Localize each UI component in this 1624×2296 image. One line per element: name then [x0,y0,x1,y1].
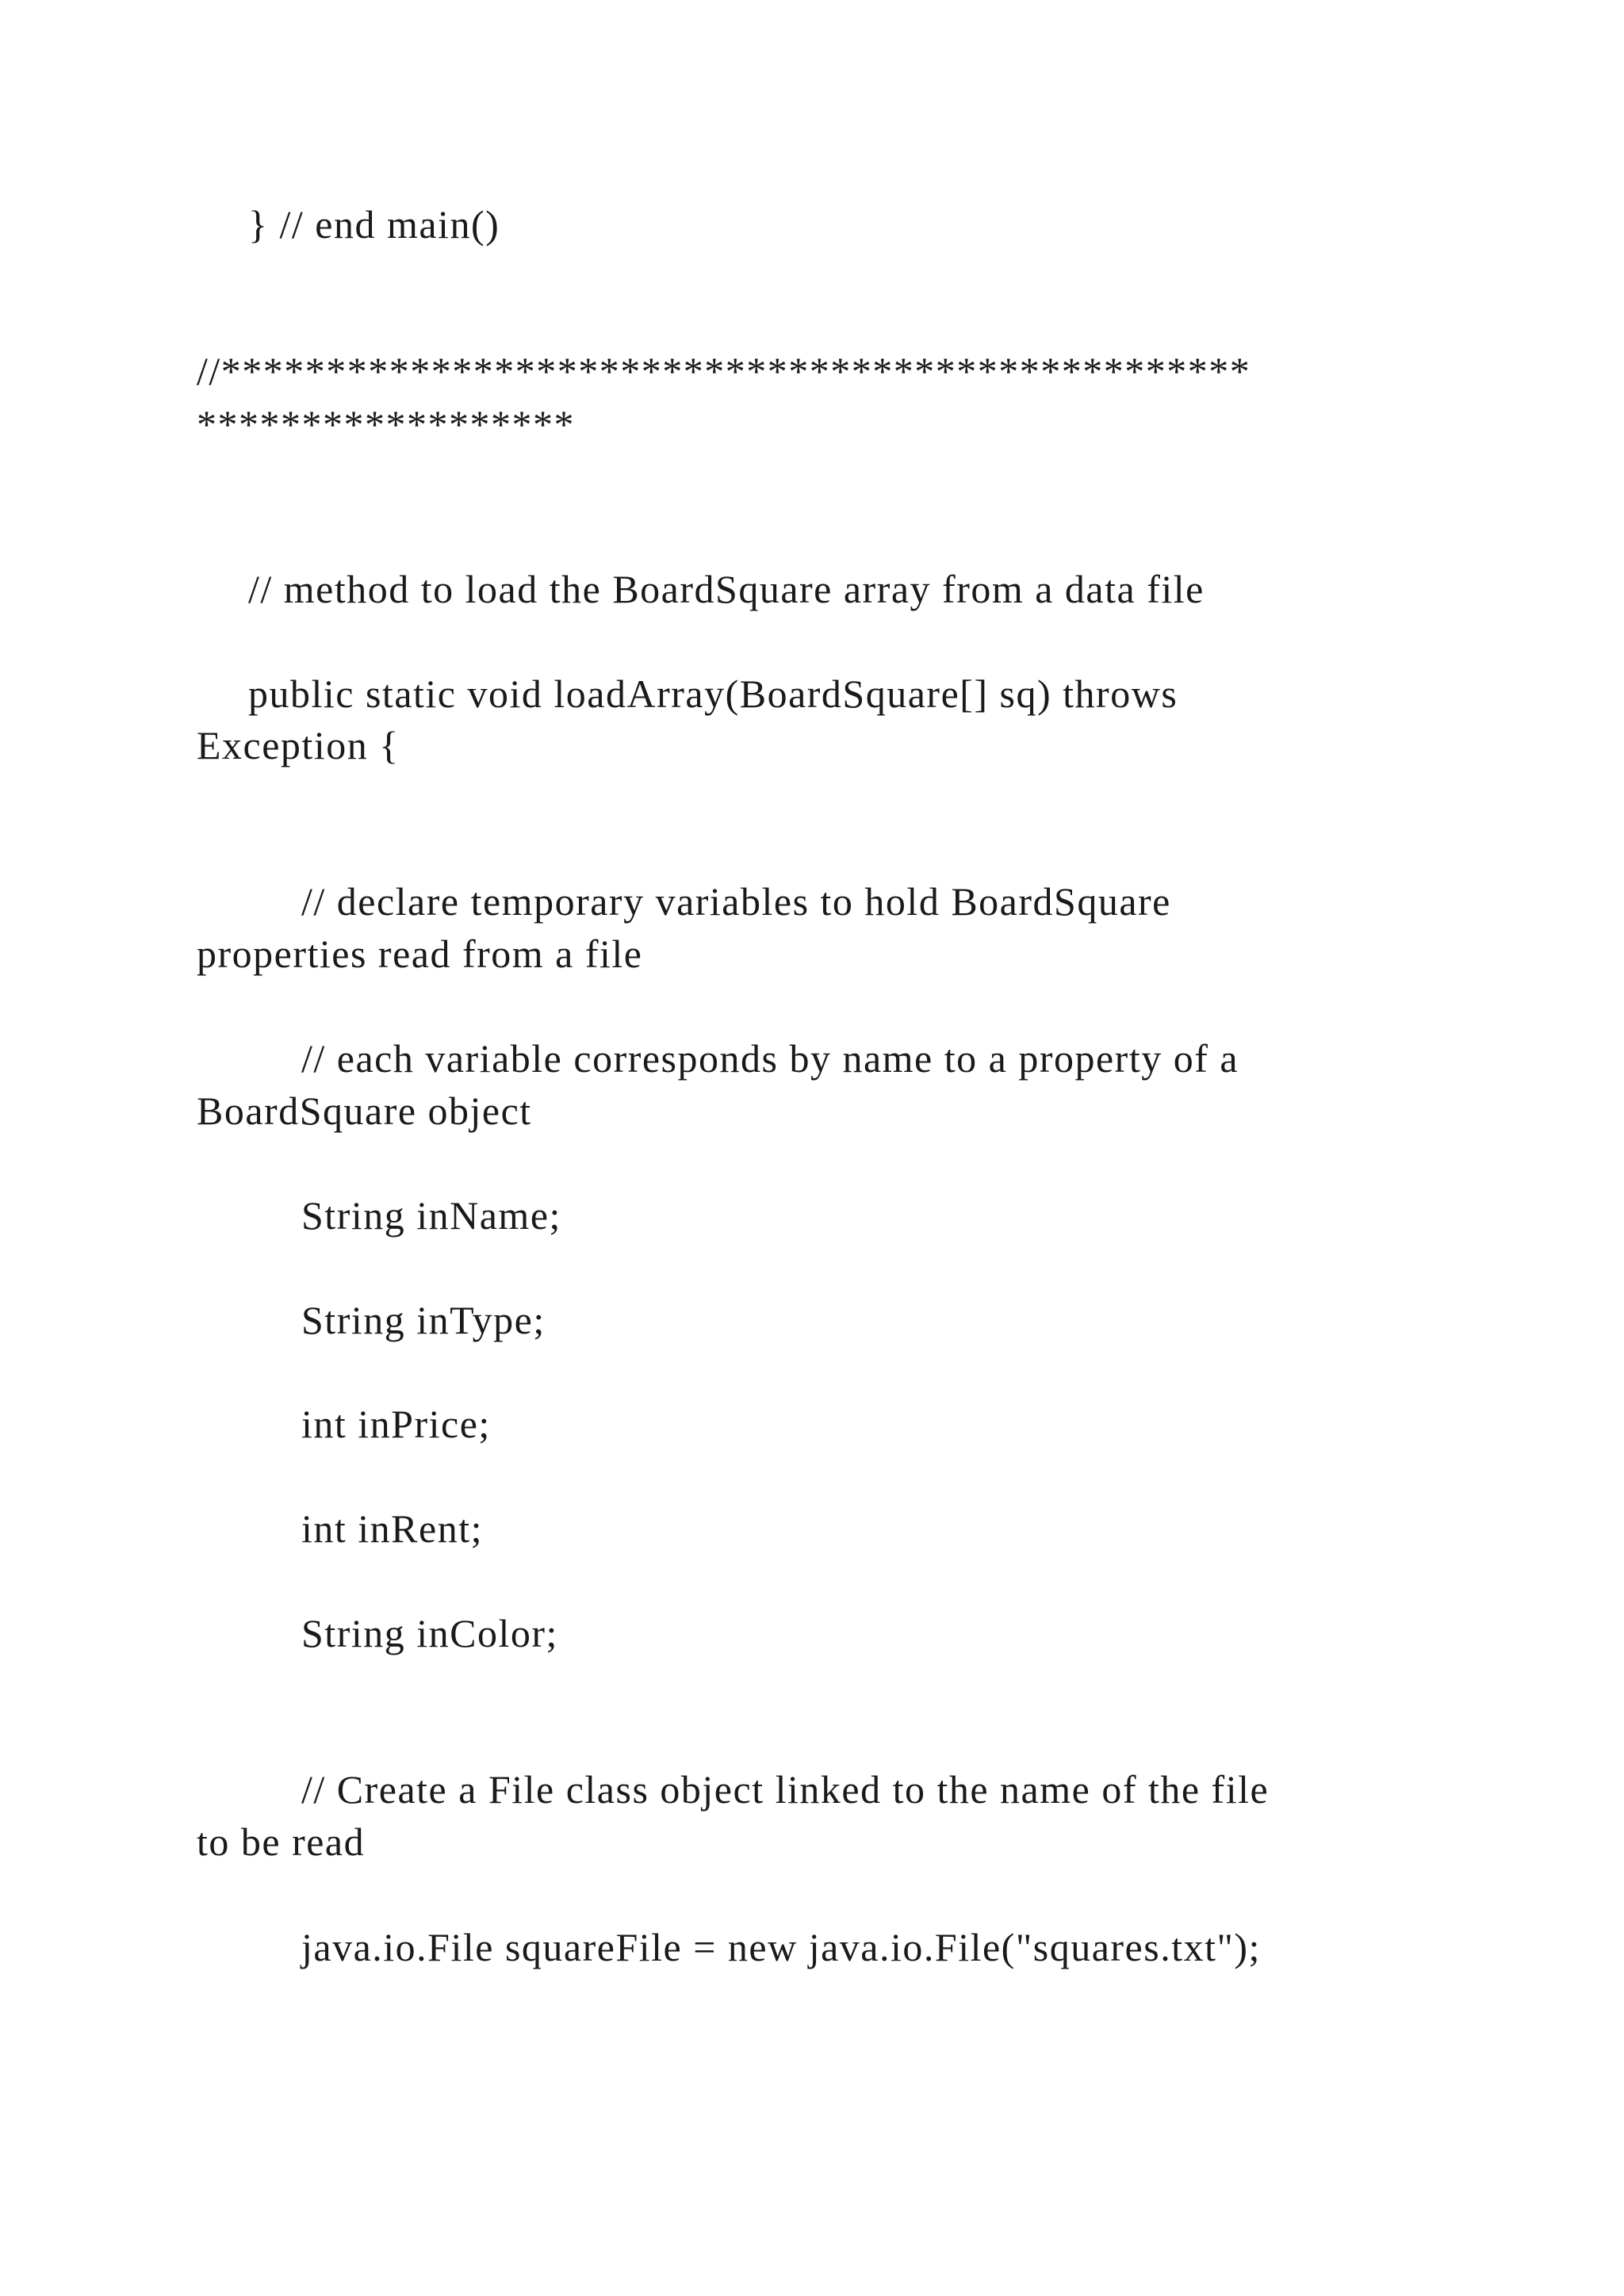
code-line-separator-1: //************************************************* [197,349,1251,393]
code-line-method-signature: public static void loadArray(BoardSquare[] sq) throws [248,672,1178,716]
code-line-in-rent: int inRent; [301,1506,483,1551]
code-line-declare-comment: // declare temporary variables to hold BoardSquare [301,879,1171,924]
code-line-file-comment: // Create a File class object linked to the name of the file [301,1767,1270,1812]
code-line-declare-comment-cont: properties read from a file [197,932,643,976]
code-line-in-price: int inPrice; [301,1402,491,1446]
code-line-end-main: } // end main() [248,202,500,247]
code-line-in-color: String inColor; [301,1611,558,1655]
code-line-method-signature-cont: Exception { [197,723,400,767]
code-line-square-file: java.io.File squareFile = new java.io.File("squares.txt"); [301,1925,1261,1969]
code-line-method-comment: // method to load the BoardSquare array from a data file [248,567,1205,611]
code-line-in-name: String inName; [301,1193,561,1238]
code-line-each-variable-comment: // each variable corresponds by name to a property of a [301,1036,1239,1081]
code-line-file-comment-cont: to be read [197,1820,366,1864]
code-line-each-variable-comment-cont: BoardSquare object [197,1089,532,1133]
code-line-in-type: String inType; [301,1298,546,1342]
code-line-separator-2: ****************** [197,402,575,446]
